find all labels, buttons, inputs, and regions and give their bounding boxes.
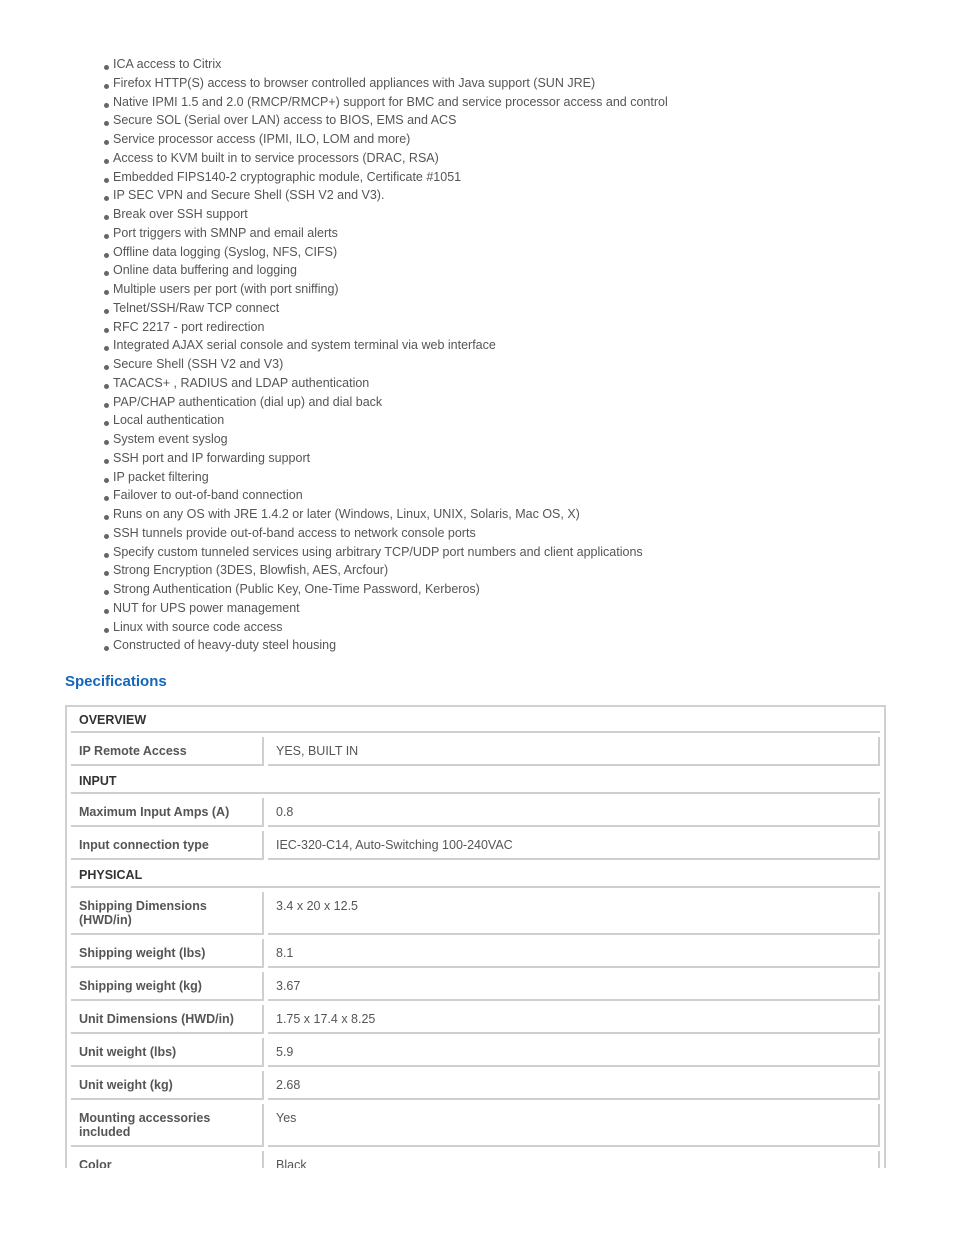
bullet-icon — [104, 496, 109, 501]
feature-text: RFC 2217 - port redirection — [113, 319, 265, 334]
feature-list-item — [104, 149, 668, 168]
feature-text: Secure Shell (SSH V2 and V3) — [113, 357, 284, 371]
bullet-icon — [104, 121, 109, 126]
feature-text: Local authentication — [113, 413, 225, 428]
bullet-icon — [104, 196, 109, 201]
spec-value: 8.1 — [268, 939, 880, 968]
feature-text: Port triggers with SMNP and email alerts — [113, 225, 338, 240]
feature-list-item — [104, 261, 668, 280]
feature-list-item — [104, 524, 668, 543]
bullet-icon — [104, 253, 109, 258]
spec-row — [71, 798, 880, 827]
spec-row — [71, 1005, 880, 1034]
bullet-icon — [104, 590, 109, 595]
bullet-icon — [104, 290, 109, 295]
bullet-icon — [104, 140, 109, 145]
spec-section-row — [71, 709, 880, 733]
spec-label: Shipping weight (lbs) — [71, 939, 264, 968]
spec-row — [71, 1071, 880, 1100]
spec-value: Yes — [268, 1104, 880, 1147]
spec-row — [71, 939, 880, 968]
bullet-icon — [104, 178, 109, 183]
spec-value: 3.67 — [268, 972, 880, 1001]
feature-text: Embedded FIPS140-2 cryptographic module, Certificate #1051 — [113, 169, 462, 184]
bullet-icon — [104, 365, 109, 370]
specifications-heading: Specifications — [65, 673, 167, 690]
bullet-icon — [104, 440, 109, 445]
feature-list-item — [104, 505, 668, 524]
feature-list-item — [104, 561, 668, 580]
bullet-icon — [104, 384, 109, 389]
feature-text: ICA access to Citrix — [113, 57, 222, 71]
feature-list-item — [104, 299, 668, 318]
feature-text: Service processor access (IPMI, ILO, LOM and more) — [113, 132, 411, 146]
feature-text: Constructed of heavy-duty steel housing — [113, 638, 337, 653]
feature-list-item — [104, 468, 668, 487]
feature-text: TACACS+ , RADIUS and LDAP authentication — [113, 375, 370, 390]
bullet-icon — [104, 309, 109, 314]
feature-list-item — [104, 486, 668, 505]
feature-text: Secure SOL (Serial over LAN) access to BIOS, EMS and ACS — [113, 113, 457, 128]
feature-text: Failover to out-of-band connection — [113, 488, 303, 503]
feature-text: IP SEC VPN and Secure Shell (SSH V2 and V3). — [113, 188, 385, 203]
spec-label: Maximum Input Amps (A) — [71, 798, 264, 827]
bullet-icon — [104, 271, 109, 276]
feature-text: Integrated AJAX serial console and system terminal via web interface — [113, 338, 496, 353]
feature-text: Strong Encryption (3DES, Blowfish, AES, Arcfour) — [113, 563, 389, 578]
feature-list-item — [104, 243, 668, 262]
feature-list — [104, 55, 668, 655]
bullet-icon — [104, 534, 109, 539]
feature-text: Strong Authentication (Public Key, One-Time Password, Kerberos) — [113, 582, 480, 596]
feature-list-item — [104, 393, 668, 412]
spec-label: IP Remote Access — [71, 737, 264, 766]
bullet-icon — [104, 478, 109, 483]
bullet-icon — [104, 553, 109, 558]
feature-list-item — [104, 374, 668, 393]
bullet-icon — [104, 628, 109, 633]
spec-value: IEC-320-C14, Auto-Switching 100-240VAC — [268, 831, 880, 860]
spec-value: Black — [268, 1151, 880, 1168]
feature-list-item — [104, 55, 668, 74]
feature-text: Linux with source code access — [113, 619, 283, 634]
feature-list-item — [104, 111, 668, 130]
feature-text: PAP/CHAP authentication (dial up) and dial back — [113, 394, 383, 409]
spec-label: Shipping Dimensions (HWD/in) — [71, 892, 264, 935]
feature-list-item — [104, 186, 668, 205]
spec-label: Unit weight (kg) — [71, 1071, 264, 1100]
feature-list-item — [104, 130, 668, 149]
bullet-icon — [104, 571, 109, 576]
feature-list-item — [104, 599, 668, 618]
feature-text: Online data buffering and logging — [113, 263, 297, 278]
feature-text: System event syslog — [113, 432, 228, 446]
spec-label: Mounting accessories included — [71, 1104, 264, 1147]
feature-list-item — [104, 355, 668, 374]
feature-list-item — [104, 205, 668, 224]
feature-list-item — [104, 74, 668, 93]
bullet-icon — [104, 84, 109, 89]
feature-text: SSH port and IP forwarding support — [113, 450, 311, 465]
feature-list-item — [104, 336, 668, 355]
bullet-icon — [104, 515, 109, 520]
specifications-table-container — [65, 705, 886, 1168]
spec-section-title: INPUT — [71, 770, 880, 794]
feature-text: Break over SSH support — [113, 207, 248, 221]
bullet-icon — [104, 421, 109, 426]
feature-list-item — [104, 430, 668, 449]
spec-label: Input connection type — [71, 831, 264, 860]
feature-text: Multiple users per port (with port sniffing) — [113, 282, 339, 296]
feature-list-item — [104, 318, 668, 337]
feature-list-item — [104, 224, 668, 243]
bullet-icon — [104, 234, 109, 239]
feature-text: Access to KVM built in to service processors (DRAC, RSA) — [113, 150, 439, 165]
feature-list-item — [104, 580, 668, 599]
bullet-icon — [104, 346, 109, 351]
feature-list-item — [104, 168, 668, 187]
spec-value: 5.9 — [268, 1038, 880, 1067]
spec-row — [71, 1151, 880, 1168]
spec-section-title: OVERVIEW — [71, 709, 880, 733]
bullet-icon — [104, 328, 109, 333]
feature-list-item — [104, 618, 668, 637]
spec-row — [71, 1104, 880, 1147]
feature-text: Runs on any OS with JRE 1.4.2 or later (Windows, Linux, UNIX, Solaris, Mac OS, X) — [113, 507, 580, 521]
feature-text: SSH tunnels provide out-of-band access to network console ports — [113, 525, 476, 540]
spec-value: 0.8 — [268, 798, 880, 827]
spec-row — [71, 831, 880, 860]
feature-text: NUT for UPS power management — [113, 600, 300, 615]
bullet-icon — [104, 159, 109, 164]
spec-value: 1.75 x 17.4 x 8.25 — [268, 1005, 880, 1034]
feature-list-item — [104, 636, 668, 655]
spec-label: Unit Dimensions (HWD/in) — [71, 1005, 264, 1034]
bullet-icon — [104, 65, 109, 70]
feature-text: IP packet filtering — [113, 469, 209, 484]
feature-list-item — [104, 93, 668, 112]
bullet-icon — [104, 646, 109, 651]
feature-list-item — [104, 449, 668, 468]
bullet-icon — [104, 609, 109, 614]
spec-label: Color — [71, 1151, 264, 1168]
spec-label: Unit weight (lbs) — [71, 1038, 264, 1067]
feature-text: Specify custom tunneled services using arbitrary TCP/UDP port numbers and client applications — [113, 544, 643, 559]
spec-row — [71, 1038, 880, 1067]
bullet-icon — [104, 403, 109, 408]
bullet-icon — [104, 215, 109, 220]
spec-row — [71, 972, 880, 1001]
feature-text: Telnet/SSH/Raw TCP connect — [113, 300, 280, 315]
bullet-icon — [104, 459, 109, 464]
spec-label: Shipping weight (kg) — [71, 972, 264, 1001]
spec-section-row — [71, 864, 880, 888]
spec-section-title: PHYSICAL — [71, 864, 880, 888]
feature-text: Firefox HTTP(S) access to browser controlled appliances with Java support (SUN JRE) — [113, 75, 596, 90]
feature-text: Native IPMI 1.5 and 2.0 (RMCP/RMCP+) support for BMC and service processor access and control — [113, 94, 668, 109]
spec-row — [71, 892, 880, 935]
spec-row — [71, 737, 880, 766]
spec-section-row — [71, 770, 880, 794]
bullet-icon — [104, 103, 109, 108]
feature-list-item — [104, 411, 668, 430]
feature-text: Offline data logging (Syslog, NFS, CIFS) — [113, 244, 338, 259]
spec-value: YES, BUILT IN — [268, 737, 880, 766]
feature-list-item — [104, 543, 668, 562]
specifications-table — [67, 705, 884, 1168]
spec-value: 3.4 x 20 x 12.5 — [268, 892, 880, 935]
spec-value: 2.68 — [268, 1071, 880, 1100]
feature-list-item — [104, 280, 668, 299]
